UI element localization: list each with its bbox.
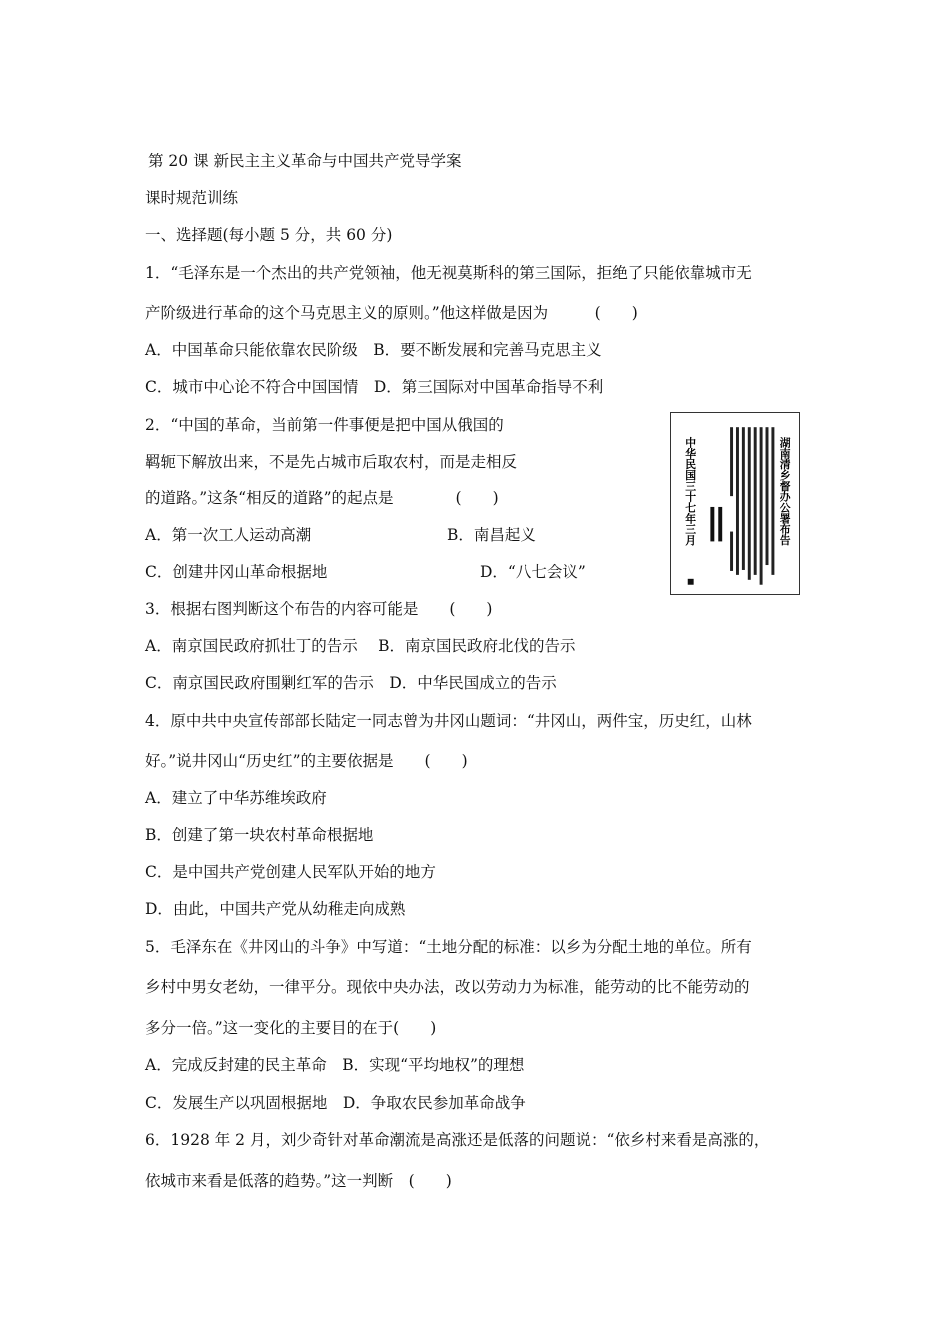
question-5-line-2: 乡村中男女老幼，一律平分。现依中央办法，改以劳动力为标准，能劳动的比不能劳动的 [145,978,750,996]
page-title: 第 20 课 新民主主义革命与中国共产党导学案 [148,152,462,170]
question-4-option-a: A．建立了中华苏维埃政府 [145,789,327,807]
subtitle: 课时规范训练 [145,189,239,207]
question-4-option-d: D．由此，中国共产党从幼稚走向成熟 [145,900,406,918]
question-6-line-1: 6．1928 年 2 月，刘少奇针对革命潮流是高涨还是低落的问题说：“依乡村来看是高涨的， [145,1131,770,1149]
question-5-options-ab: A．完成反封建的民主革命 B．实现“平均地权”的理想 [145,1056,525,1074]
question-4-line-2: 好。”说井冈山“历史红”的主要依据是 ( ) [145,752,468,770]
question-4-option-c: C．是中国共产党创建人民军队开始的地方 [145,863,436,881]
question-3-line-1: 3．根据右图判断这个布告的内容可能是 ( ) [145,600,493,618]
question-2-option-d: D．“八七会议” [480,563,586,581]
section-heading: 一、选择题(每小题 5 分，共 60 分) [145,226,393,244]
proclamation-header: 湖南清乡督办公署布告 [778,437,792,546]
question-6-line-2: 依城市来看是低落的趋势。”这一判断 ( ) [145,1172,452,1190]
question-2-option-c: C．创建井冈山革命根据地 [145,563,328,581]
proclamation-image [670,412,800,595]
question-5-line-1: 5．毛泽东在《井冈山的斗争》中写道：“土地分配的标准：以乡为分配土地的单位。所有 [145,938,752,956]
question-1-line-2: 产阶级进行革命的这个马克思主义的原则。”他这样做是因为 ( ) [145,304,638,322]
question-2-line-3: 的道路。”这条“相反的道路”的起点是 ( ) [145,489,499,507]
question-5-options-cd: C．发展生产以巩固根据地 D．争取农民参加革命战争 [145,1094,526,1112]
question-3-options-cd: C．南京国民政府围剿红军的告示 D．中华民国成立的告示 [145,674,557,692]
question-1-line-1: 1．“毛泽东是一个杰出的共产党领袖，他无视莫斯科的第三国际，拒绝了只能依靠城市无 [145,264,752,282]
proclamation-date: 中华民国三十七年三月 [684,437,698,546]
question-2-line-1: 2．“中国的革命，当前第一件事便是把中国从俄国的 [145,416,504,434]
question-2-option-b: B．南昌起义 [447,526,536,544]
question-4-line-1: 4．原中共中央宣传部部长陆定一同志曾为井冈山题词：“井冈山，两件宝，历史红，山林 [145,712,752,730]
question-1-options-ab: A．中国革命只能依靠农民阶级 B．要不断发展和完善马克思主义 [145,341,602,359]
question-1-options-cd: C．城市中心论不符合中国国情 D．第三国际对中国革命指导不利 [145,378,604,396]
question-4-option-b: B．创建了第一块农村革命根据地 [145,826,374,844]
question-5-line-3: 多分一倍。”这一变化的主要目的在于( ) [145,1019,437,1037]
question-2-option-a: A．第一次工人运动高潮 [145,526,312,544]
question-2-line-2: 羁轭下解放出来，不是先占城市后取农村，而是走相反 [145,453,518,471]
question-3-options-ab: A．南京国民政府抓壮丁的告示 B．南京国民政府北伐的告示 [145,637,576,655]
